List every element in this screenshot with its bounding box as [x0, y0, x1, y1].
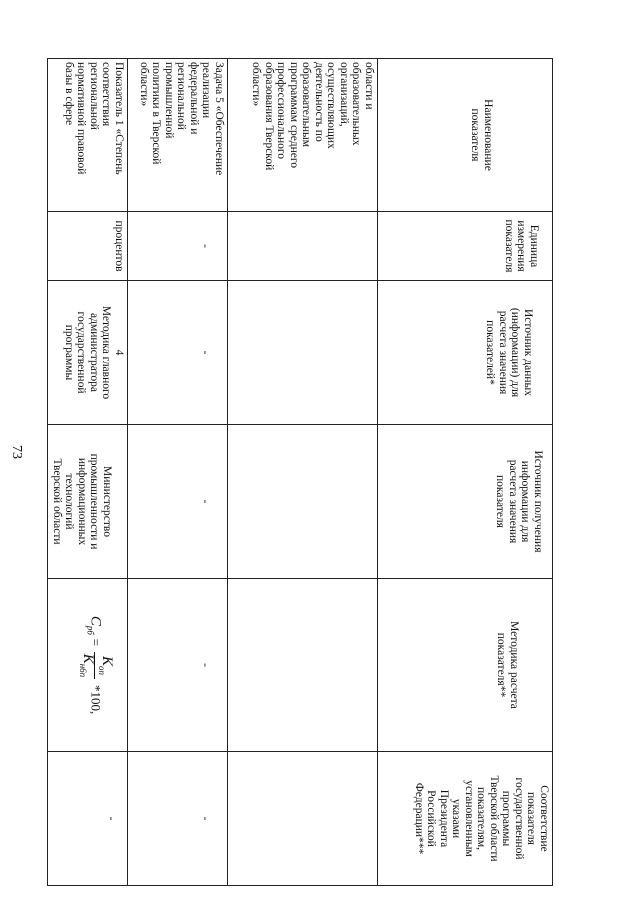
- header-name: Наименование показателя: [378, 59, 553, 212]
- row-unit: процентов: [48, 212, 128, 281]
- method-formula: $C_{рб}$ = $K_{оп}$ $K_{н6п}$ *100,: [78, 615, 115, 715]
- row-info-source: -: [128, 425, 228, 579]
- row-method: [228, 579, 378, 752]
- table-row: [48, 59, 128, 886]
- header-compliance: Соответствие показателя государственной программы Тверской области показателям, установленным указами Президента Российской Федерации***: [378, 752, 553, 886]
- row-name: области и образовательных организаций, осуществляющих деятельность по образовательным программам среднего профессионального образования Тверской области»: [228, 59, 378, 212]
- table-header-row: [378, 59, 553, 886]
- row-compliance: -: [128, 752, 228, 886]
- row-name: Задача 5 «Обеспечение реализации федеральной и региональной промышленной политики в Тверской области»: [128, 59, 228, 212]
- row-name: Показатель 1 «Степень соответствия региональной нормативной правовой базы в сфере: [48, 59, 128, 212]
- row-unit: -: [128, 212, 228, 281]
- table-row: [128, 59, 228, 886]
- table-row: [228, 59, 378, 886]
- row-method: -: [128, 579, 228, 752]
- header-data-source: Источник данных (информации) для расчета значения показателей*: [378, 281, 553, 425]
- indicator-table-rotated: [51, 58, 553, 885]
- row-compliance: -: [48, 752, 128, 886]
- row-data-source: -: [128, 281, 228, 425]
- row-data-source: 4 Методика главного администратора государственной программы: [48, 281, 128, 425]
- row-unit: [228, 212, 378, 281]
- row-compliance: [228, 752, 378, 886]
- header-info-source: Источник получения информации для расчета значения показателя: [378, 425, 553, 579]
- row-data-source: [228, 281, 378, 425]
- indicator-table: [48, 58, 554, 886]
- row-info-source: [228, 425, 378, 579]
- page-number: 73: [9, 445, 24, 459]
- header-method: Методика расчета показателя**: [378, 579, 553, 752]
- formula-fraction: $K_{оп}$ $K_{н6п}$: [78, 653, 115, 678]
- column-number: 4: [113, 349, 125, 356]
- row-method: [48, 579, 128, 752]
- row-info-source: Министерство промышленности и информационных технологий Тверской области: [48, 425, 128, 579]
- header-unit: Единица измерения показателя: [378, 212, 553, 281]
